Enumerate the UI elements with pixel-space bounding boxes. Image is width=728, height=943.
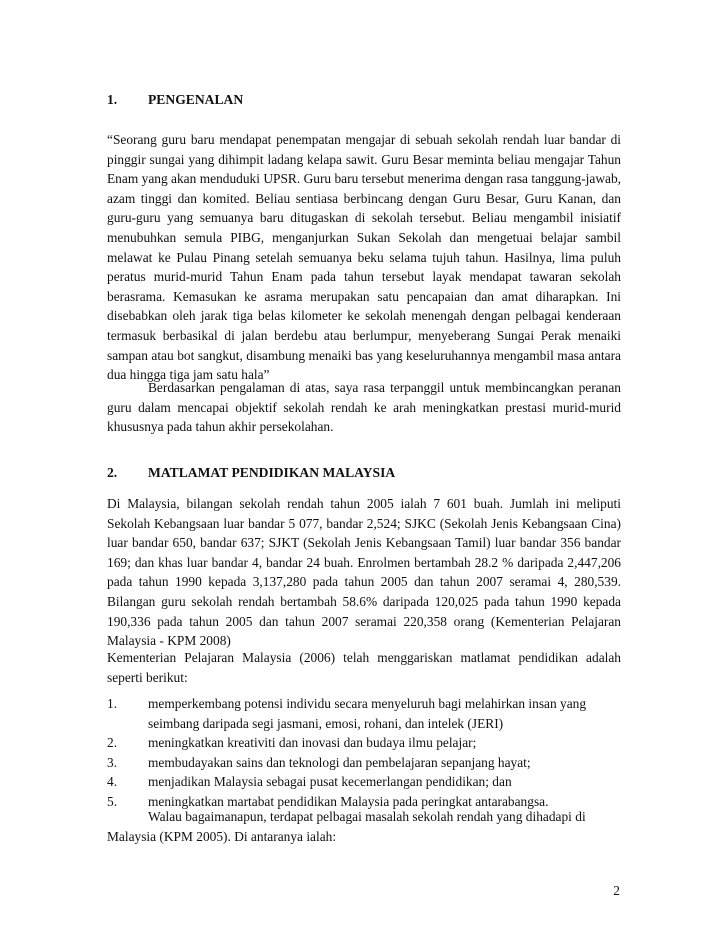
goal-number: 1. [107,696,118,711]
goal-text: memperkembang potensi individu secara menyeluruh bagi melahirkan insan yang seimbang daripada segi jasmani, emosi, rohani, dan intelek (JERI) [148,696,587,731]
page-number: 2 [613,883,620,898]
list-item [107,733,621,753]
goal-number: 3. [107,754,118,770]
section-2-heading [107,463,621,483]
goal-number: 2. [107,735,118,751]
goal-number: 5. [107,793,118,809]
section-1-heading [107,90,621,110]
intro-quote: “Seorang guru baru mendapat penempatan mengajar di sebuah sekolah rendah luar bandar di pinggir sungai yang dihimpit ladang kelapa sawit. Guru Besar meminta beliau mengajar Tahun Enam yang akan menduduki UPSR. Guru baru tersebut menerima dengan rasa tanggung-jawab, azam tinggi dan komited. Beliau sentiasa berbincang dengan Guru Besar, Guru Kanan, dan guru-guru yang semuanya baru ditugaskan di sekolah tersebut. Beliau mengambil inisiatif menubuhkan semula PIBG, menganjurkan Sukan Sekolah dan mengetuai belajar sambil melawat ke Pulau Pinang setelah semuanya beku selama tujuh tahun. Hasilnya, lima puluh peratus murid-murid Tahun Enam pada tahun tersebut layak mendapat tawaran sekolah berasrama. Kemasukan ke asrama merupakan satu pencapaian dan amat diharapkan. Ini disebabkan oleh jarak tiga belas kilometer ke sekolah menengah dengan pelbagai kenderaan termasuk berbasikal di jalan berdebu atau berlumpur, menyeberang Sungai Perak menaiki sampan atau bot sangkut, disambung menaiki bas yang keseluruhannya mengambil masa antara dua hingga tiga jam satu hala” [107,132,621,383]
goals-intro: Kementerian Pelajaran Malaysia (2006) telah menggariskan matlamat pendidikan adalah seperti berikut: [107,650,621,685]
intro-paragraph: Berdasarkan pengalaman di atas, saya rasa terpanggil untuk membincangkan peranan guru dalam mencapai objektif sekolah rendah ke arah meningkatkan prestasi murid-murid khususnya pada tahun akhir persekolahan. [107,380,621,435]
goals-list [107,694,621,812]
section-2-title: MATLAMAT PENDIDIKAN MALAYSIA [148,465,396,480]
list-item [107,753,621,773]
goal-text: menjadikan Malaysia sebagai pusat kecemerlangan pendidikan; dan [148,774,512,790]
goal-text: meningkatkan kreativiti dan inovasi dan budaya ilmu pelajar; [148,735,477,751]
section-1-number: 1. [107,92,118,107]
list-item [107,694,621,733]
section-1-title: PENGENALAN [148,92,244,107]
goal-text: membudayakan sains dan teknologi dan pembelajaran sepanjang hayat; [148,754,531,770]
closing-paragraph: Walau bagaimanapun, terdapat pelbagai masalah sekolah rendah yang dihadapi di Malaysia (KPM 2005). Di antaranya ialah: [107,809,586,844]
section-2-number: 2. [107,465,118,480]
goal-text: meningkatkan martabat pendidikan Malaysia pada peringkat antarabangsa. [148,793,549,809]
goal-number: 4. [107,774,118,790]
stats-paragraph: Di Malaysia, bilangan sekolah rendah tahun 2005 ialah 7 601 buah. Jumlah ini meliputi Sekolah Kebangsaan luar bandar 5 077, bandar 2,524; SJKC (Sekolah Jenis Kebangsaan Cina) luar bandar 650, bandar 637; SJKT (Sekolah Jenis Kebangsaan Tamil) luar bandar 356 bandar 169; dan khas luar bandar 4, bandar 24 buah. Enrolmen bertambah 28.2 % daripada 2,447,206 pada tahun 1990 kepada 3,137,280 pada tahun 2005 dan tahun 2007 seramai 4, 280,539. Bilangan guru sekolah rendah bertambah 58.6% daripada 120,025 pada tahun 1990 kepada 190,336 pada tahun 2005 dan tahun 2007 seramai 220,358 orang (Kementerian Pelajaran Malaysia - KPM 2008) [107,496,621,649]
list-item [107,772,621,792]
